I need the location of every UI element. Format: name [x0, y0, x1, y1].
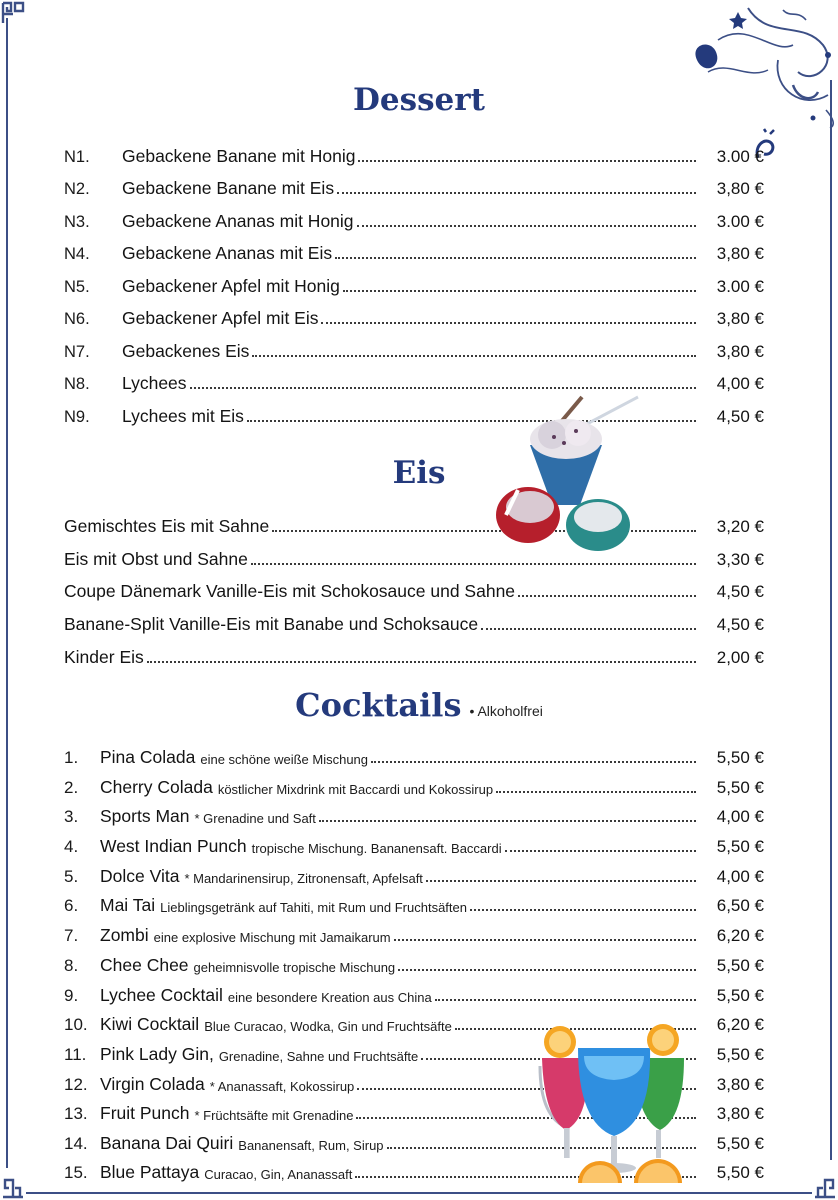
list-item [64, 831, 764, 857]
item-price: 3.00 € [716, 147, 764, 166]
item-price: 3,80 € [716, 244, 764, 263]
item-price: 5,50 € [716, 748, 764, 767]
leader-dots [252, 355, 696, 357]
list-item [64, 238, 764, 264]
item-description: köstlicher Mixdrink mit Baccardi und Kokossirup [217, 782, 494, 797]
cocktail-glasses-illustration [538, 1018, 688, 1183]
item-number: N4. [64, 245, 90, 263]
leader-dots [358, 160, 696, 162]
item-name: Virgin Colada [100, 1074, 205, 1094]
list-item [64, 980, 764, 1006]
fret-corner-icon [0, 1174, 26, 1200]
section-title-dessert: Dessert [353, 82, 485, 118]
item-price: 5,50 € [716, 778, 764, 797]
item-number: 3. [64, 807, 79, 826]
item-number: 6. [64, 896, 79, 915]
item-description: Bananensaft, Rum, Sirup [238, 1138, 384, 1153]
item-name: Dolce Vita [100, 866, 180, 886]
item-number: 7. [64, 926, 79, 945]
item-name: Kinder Eis [64, 647, 144, 667]
item-description: eine explosive Mischung mit Jamaikarum [153, 930, 391, 945]
item-price: 4,00 € [716, 374, 764, 393]
list-item [64, 511, 764, 537]
item-number: 10. [64, 1015, 88, 1034]
item-name: Lychee Cocktail [100, 985, 223, 1005]
leader-dots [505, 850, 696, 852]
item-price: 5,50 € [716, 956, 764, 975]
item-name: Cherry Colada [100, 777, 213, 797]
item-price: 6,20 € [716, 926, 764, 945]
list-item [64, 576, 764, 602]
leader-dots [496, 791, 696, 793]
item-description: tropische Mischung. Bananensaft. Baccardi [251, 841, 502, 856]
item-price: 4,50 € [716, 407, 764, 426]
list-item [64, 368, 764, 394]
item-price: 2,00 € [716, 648, 764, 667]
item-price: 4,50 € [716, 582, 764, 601]
leader-dots [394, 939, 696, 941]
section-title-text: Cocktails [295, 686, 462, 724]
list-item [64, 609, 764, 635]
item-number: N1. [64, 148, 90, 166]
item-price: 3,20 € [716, 517, 764, 536]
item-description: * Grenadine und Saft [194, 811, 316, 826]
item-description: geheimnisvolle tropische Mischung [193, 960, 396, 975]
item-number: 8. [64, 956, 79, 975]
list-item [64, 742, 764, 768]
list-item [64, 801, 764, 827]
item-description: * Mandarinensirup, Zitronensaft, Apfelsaft [184, 871, 423, 886]
item-price: 4,00 € [716, 867, 764, 886]
list-item [64, 303, 764, 329]
item-number: 2. [64, 778, 79, 797]
item-number: 12. [64, 1075, 88, 1094]
leader-dots [190, 387, 696, 389]
item-number: 11. [64, 1045, 87, 1064]
item-name: Blue Pattaya [100, 1162, 200, 1182]
list-item [64, 271, 764, 297]
item-description: eine schöne weiße Mischung [200, 752, 369, 767]
item-price: 4,00 € [716, 807, 764, 826]
leader-dots [371, 761, 696, 763]
item-price: 5,50 € [716, 1163, 764, 1182]
list-item [64, 890, 764, 916]
item-number: N2. [64, 180, 90, 198]
list-item [64, 401, 764, 427]
item-price: 3,80 € [716, 1075, 764, 1094]
item-price: 5,50 € [716, 1134, 764, 1153]
frame-right-line [830, 80, 832, 1160]
fret-corner-icon [812, 1174, 838, 1200]
leader-dots [147, 661, 696, 663]
list-item [64, 642, 764, 668]
list-item [64, 920, 764, 946]
item-name: Eis mit Obst und Sahne [64, 549, 248, 569]
item-name: Pina Colada [100, 747, 196, 767]
item-name: Gemischtes Eis mit Sahne [64, 516, 270, 536]
leader-dots [398, 969, 696, 971]
item-price: 3,30 € [716, 550, 764, 569]
list-item [64, 336, 764, 362]
list-item [64, 173, 764, 199]
section-title-eis: Eis [392, 455, 446, 491]
leader-dots [337, 192, 696, 194]
item-price: 5,50 € [716, 1045, 764, 1064]
list-item [64, 772, 764, 798]
leader-dots [321, 322, 696, 324]
item-name: West Indian Punch [100, 836, 247, 856]
item-description: * Früchtsäfte mit Grenadine [194, 1108, 354, 1123]
section-title-cocktails [0, 686, 838, 724]
item-number: 15. [64, 1163, 88, 1182]
item-price: 6,20 € [716, 1015, 764, 1034]
alcohol-free-note: • Alkoholfrei [469, 703, 543, 719]
item-description: eine besondere Kreation aus China [227, 990, 432, 1005]
item-price: 3,80 € [716, 342, 764, 361]
item-description: Curacao, Gin, Ananassaft [204, 1167, 353, 1182]
item-name: Fruit Punch [100, 1103, 190, 1123]
list-item [64, 544, 764, 570]
item-name: Banane-Split Vanille-Eis mit Banabe und Schoksauce [64, 614, 479, 634]
item-name: Coupe Dänemark Vanille-Eis mit Schokosauce und Sahne [64, 581, 516, 601]
item-number: N9. [64, 408, 90, 426]
item-price: 3.00 € [716, 212, 764, 231]
item-price: 3,80 € [716, 309, 764, 328]
fret-corner-icon [0, 0, 26, 26]
item-description: Lieblingsgetränk auf Tahiti, mit Rum und Fruchtsäften [160, 900, 467, 915]
item-number: 5. [64, 867, 79, 886]
item-number: N3. [64, 213, 90, 231]
leader-dots [426, 880, 696, 882]
leader-dots [319, 820, 696, 822]
ice-cream-cup-illustration [490, 395, 640, 580]
item-price: 3.00 € [716, 277, 764, 296]
item-number: N8. [64, 375, 90, 393]
list-item [64, 206, 764, 232]
item-number: 1. [64, 748, 79, 767]
leader-dots [435, 999, 696, 1001]
item-number: 4. [64, 837, 79, 856]
item-number: N5. [64, 278, 90, 296]
item-name: Gebackene Ananas mit Honig [122, 211, 354, 231]
list-item [64, 861, 764, 887]
frame-left-line [6, 18, 8, 1168]
item-number: N6. [64, 310, 90, 328]
item-name: Gebackene Banane mit Eis [122, 178, 335, 198]
item-name: Gebackener Apfel mit Eis [122, 308, 319, 328]
item-price: 4,50 € [716, 615, 764, 634]
item-name: Kiwi Cocktail [100, 1014, 200, 1034]
item-name: Banana Dai Quiri [100, 1133, 234, 1153]
frame-bottom-line [26, 1192, 812, 1194]
item-name: Gebackenes Eis [122, 341, 250, 361]
leader-dots [335, 257, 696, 259]
leader-dots [357, 225, 696, 227]
item-number: 13. [64, 1104, 88, 1123]
item-description: * Ananassaft, Kokossirup [209, 1079, 355, 1094]
item-price: 3,80 € [716, 179, 764, 198]
item-name: Pink Lady Gin, [100, 1044, 214, 1064]
list-item [64, 950, 764, 976]
leader-dots [481, 628, 696, 630]
item-name: Sports Man [100, 806, 190, 826]
item-number: N7. [64, 343, 90, 361]
list-item [64, 141, 764, 167]
leader-dots [518, 595, 696, 597]
item-name: Chee Chee [100, 955, 189, 975]
leader-dots [343, 290, 696, 292]
item-name: Zombi [100, 925, 149, 945]
item-description: Blue Curacao, Wodka, Gin und Fruchtsäfte [204, 1019, 452, 1034]
item-name: Gebackene Banane mit Honig [122, 146, 356, 166]
item-name: Gebackene Ananas mit Eis [122, 243, 333, 263]
item-name: Mai Tai [100, 895, 156, 915]
leader-dots [470, 909, 696, 911]
item-name: Lychees [122, 373, 187, 393]
item-price: 3,80 € [716, 1104, 764, 1123]
item-price: 6,50 € [716, 896, 764, 915]
item-name: Lychees mit Eis [122, 406, 244, 426]
item-number: 14. [64, 1134, 88, 1153]
item-price: 5,50 € [716, 837, 764, 856]
item-price: 5,50 € [716, 986, 764, 1005]
item-number: 9. [64, 986, 79, 1005]
item-description: Grenadine, Sahne und Fruchtsäfte [218, 1049, 419, 1064]
item-name: Gebackener Apfel mit Honig [122, 276, 340, 296]
